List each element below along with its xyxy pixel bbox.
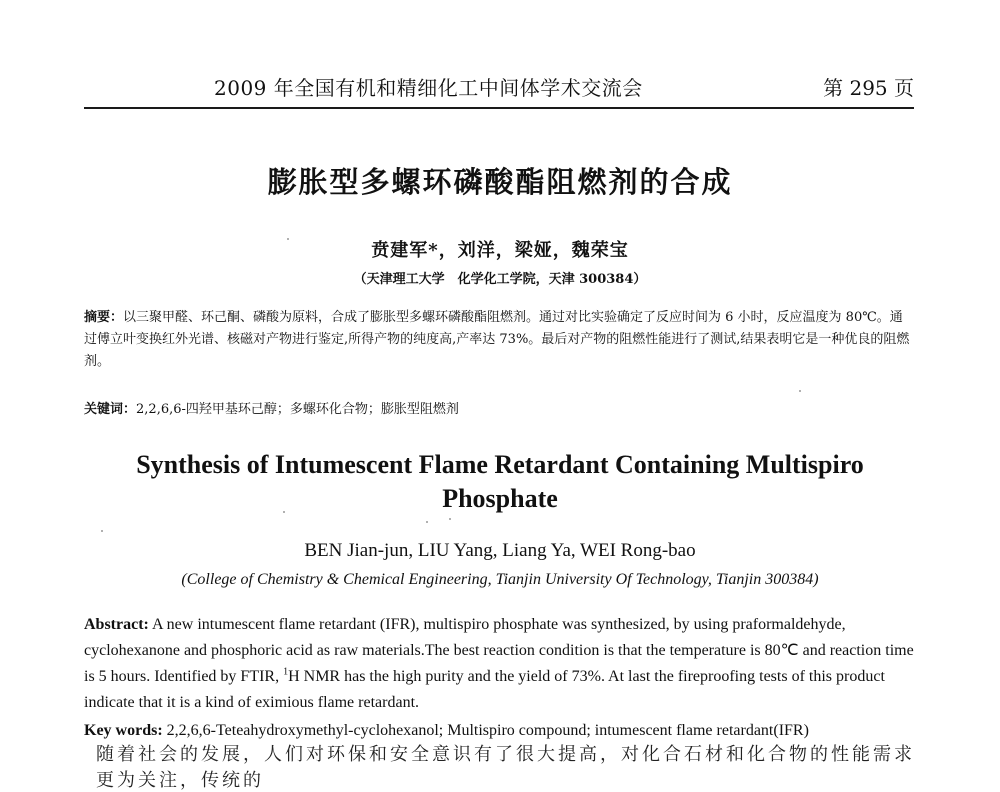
en-title: Synthesis of Intumescent Flame Retardant Containing Multispiro Phosphate bbox=[136, 450, 864, 513]
en-abstract-label: Abstract: bbox=[84, 616, 149, 633]
header-rule bbox=[84, 107, 914, 109]
cutoff-body-text: 随着社会的发展，人们对环保和安全意识有了很大提高，对化合石材和化合物的性能需求更为关注，传统的 bbox=[96, 744, 915, 791]
en-keywords bbox=[84, 722, 916, 740]
en-abstract-text-b: H NMR has the high purity and the yield of 73%. At last the fireproofing tests of this product indicate that it is a kind of eximious flame retardant. bbox=[84, 668, 885, 711]
en-authors: BEN Jian-jun, LIU Yang, Liang Ya, WEI Rong-bao bbox=[304, 540, 696, 561]
conference-title: 2009 年全国有机和精细化工中间体学术交流会 bbox=[214, 76, 643, 100]
running-header bbox=[84, 70, 914, 104]
cn-authors: 贲建军*，刘洋，梁娅，魏荣宝 bbox=[371, 240, 629, 261]
cn-abstract-label: 摘要： bbox=[84, 310, 124, 325]
en-abstract-text-a: A new intumescent flame retardant (IFR), multispiro phosphate was synthesized, by using praformaldehyde, cyclohexanone and phosphoric acid as raw materials.The best reaction condition is that the temperature is 80℃ and reaction time is 5 hours. Identified by FTIR, bbox=[84, 616, 914, 685]
scan-speck bbox=[283, 511, 285, 513]
page-number: 第 295 页 bbox=[823, 76, 914, 100]
scan-speck bbox=[101, 530, 103, 532]
en-affiliation: (College of Chemistry & Chemical Engineering, Tianjin University Of Technology, Tianjin 300384) bbox=[181, 571, 819, 588]
nmr-superscript: 1 bbox=[283, 666, 289, 678]
cn-keywords-text: 2,2,6,6-四羟甲基环己醇；多螺环化合物；膨胀型阻燃剂 bbox=[136, 402, 459, 417]
cutoff-body-line bbox=[96, 744, 916, 791]
en-keywords-text: 2,2,6,6-Teteahydroxymethyl-cyclohexanol; Multispiro compound; intumescent flame retardant(IFR) bbox=[162, 722, 809, 739]
scan-speck bbox=[449, 518, 451, 520]
scan-speck bbox=[799, 390, 801, 392]
scan-speck bbox=[426, 521, 428, 523]
en-abstract bbox=[84, 612, 916, 716]
cn-title: 膨胀型多螺环磷酸酯阻燃剂的合成 bbox=[267, 165, 733, 199]
scan-speck bbox=[287, 238, 289, 240]
cn-keywords-label: 关键词： bbox=[84, 402, 137, 417]
cn-affiliation: （天津理工大学 化学化工学院，天津 300384） bbox=[353, 272, 647, 287]
cn-abstract bbox=[84, 307, 914, 373]
cn-keywords bbox=[84, 398, 914, 417]
en-keywords-label: Key words: bbox=[84, 722, 163, 739]
cn-abstract-text: 以三聚甲醛、环己酮、磷酸为原料，合成了膨胀型多螺环磷酸酯阻燃剂。通过对比实验确定了反应时间为 6 小时，反应温度为 80℃。通过傅立叶变换红外光谱、核磁对产物进行鉴定,所得产物的纯度高,产率达 73%。最后对产物的阻燃性能进行了测试,结果表明它是一种优良的阻燃剂。 bbox=[84, 310, 910, 369]
